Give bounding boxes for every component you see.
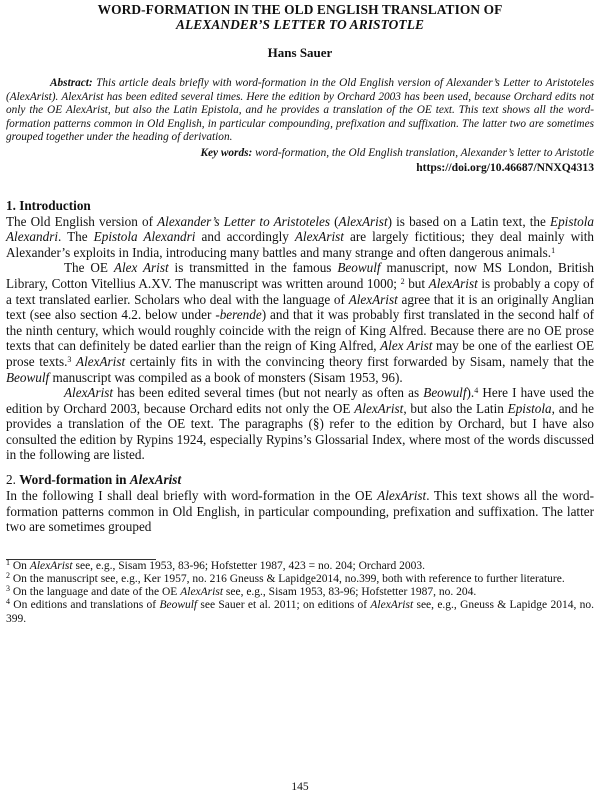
keywords-text: word-formation, the Old English translation, Alexander’s letter to Aristotle — [252, 146, 594, 159]
footnote-3: $^3$ On the language and date of the OE AlexArist see, e.g., Sisam 1953, 83-96; Hofstetter 1987, no. 204. — [6, 584, 477, 599]
section-1-paragraph-1: The Old English version of Alexander’s Letter to Aristoteles (AlexArist) is based on a Latin text, the Epistola Alexandri. The Epistola Alexandri and accordingly AlexArist are largely fictitious; they deal mainly with Alexander’s exploits in India, introducing many battles and many strange and often dangerous animals.$^1$ — [6, 213, 595, 260]
section-2-paragraph-1: In the following I shall deal briefly with word-formation in the OE AlexArist. This text shows all the word-formation patterns common in Old English, in particular compounding, prefixation and suffixation. The latter two are sometimes grouped — [6, 488, 594, 535]
footnote-4: $^4$ On editions and translations of Beowulf see Sauer et al. 2011; on editions of AlexArist see, e.g., Gneuss & Lapidge 2014, no. 399. — [6, 597, 594, 625]
abstract-label: Abstract: — [50, 77, 93, 89]
keywords — [6, 147, 594, 161]
author-name: Hans Sauer — [267, 45, 333, 60]
footnote-ref-2[interactable]: 2 — [400, 276, 405, 286]
abstract — [6, 77, 594, 145]
section-1-heading: 1. Introduction — [6, 197, 91, 213]
footnote-ref-4[interactable]: 4 — [474, 386, 479, 396]
abstract-text: This article deals briefly with word-formation in the Old English version of Alexander’s Letter to Aristoteles (AlexArist). AlexArist has been edited several times. Here the edition by Orchard 2003 has been used, because Orchard edits not only the OE AlexArist, but also the Latin Epistola, and he provides a translation of the OE text. This text shows all the word-formation patterns common in Old English, in particular compounding, prefixation and suffixation. The latter two are sometimes grouped together under the heading of derivation. — [6, 77, 594, 144]
title-line-1: WORD-FORMATION IN THE OLD ENGLISH TRANSLATION OF — [97, 2, 503, 17]
footnote-2: $^2$ On the manuscript see, e.g., Ker 1957, no. 216 Gneuss & Lapidge2014, no.399, both with reference to further literature. — [6, 571, 565, 586]
section-2-heading: 2. Word-formation in AlexArist — [6, 472, 182, 488]
doi-link[interactable]: https://doi.org/10.46687/NNXQ4313 — [416, 160, 594, 174]
footnote-1: $^1$ On AlexArist see, e.g., Sisam 1953, 83-96; Hofstetter 1987, 423 = no. 204; Orchard 2003. — [6, 557, 425, 572]
paper-page — [6, 0, 594, 626]
page-number: 145 — [291, 781, 309, 793]
section-1-paragraph-3: AlexArist has been edited several times (but not nearly as often as Beowulf).$^4$ Here I have used the edition by Orchard 2003, because Orchard edits not only the OE AlexArist, but also the Latin Epistola, and he provides a translation of the OE text. The paragraphs (§) refer to the edition by Orchard, but I have also consulted the edition by Rypins 1924, especially Rypins’s Glossarial Index, where most of the words discussed in the following are listed. — [6, 385, 595, 463]
section-1-paragraph-2: The OE Alex Arist is transmitted in the famous Beowulf manuscript, now MS London, British Library, Cotton Vitellius A.XV. The manuscript was written around 1000; $^2$ but AlexArist is probably a copy of a text translated earlier. Scholars who deal with the language of AlexArist agree that it is an originally Anglian text (see also section 4.2. below under -berende) and that it was probably first translated in the second half of the ninth century, which would roughly coincide with the reign of King Alfred. Because there are no OE prose texts that can definitely be dated earlier than the reign of King Alfred, Alex Arist may be one of the earliest OE prose texts.$^3$ AlexArist certainly fits in with the convincing theory first forwarded by Sisam, namely that the Beowulf manuscript was compiled as a book of monsters (Sisam 1953, 96). — [6, 260, 595, 385]
title-line-2: ALEXANDER’S LETTER TO ARISTOTLE — [175, 17, 425, 32]
keywords-label: Key words: — [200, 146, 253, 159]
paper-title — [6, 2, 594, 32]
footnote-ref-3[interactable]: 3 — [67, 354, 72, 364]
footnote-ref-1[interactable]: 1 — [551, 245, 556, 255]
